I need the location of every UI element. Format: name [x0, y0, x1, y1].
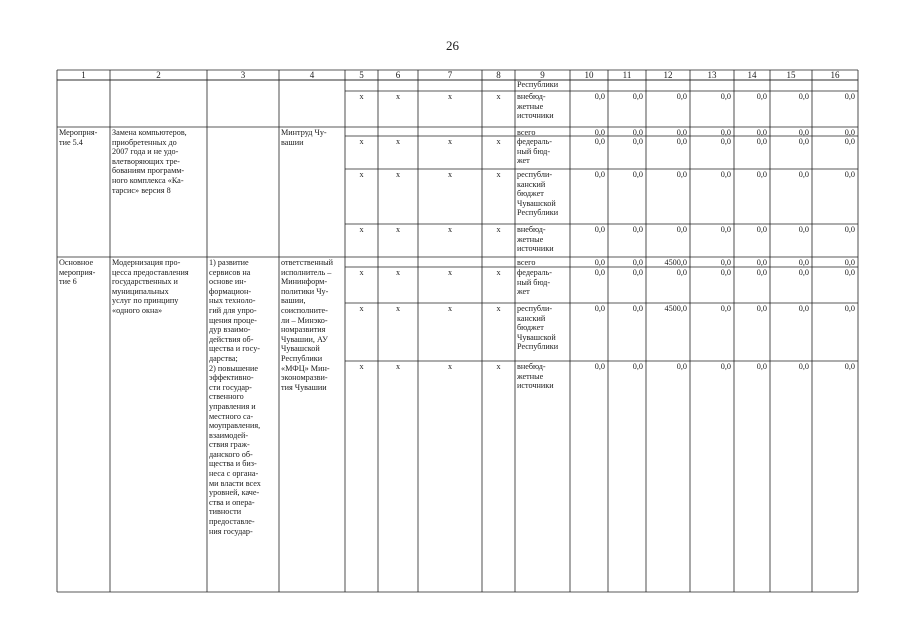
- header-col-16: 16: [830, 70, 840, 80]
- m54-row-1-x-col-5: x: [359, 137, 364, 146]
- m54-row-2-x-col-8: x: [496, 170, 501, 179]
- executor: ответственный исполнитель – Мининформ- политики Чу- вашии, соисполните- ли – Минэко- номразвития Чувашии, АУ Чувашской Республики «МФЦ» Мин- экономразви- тия Чувашии: [281, 258, 334, 392]
- m54-row-2-val-col-15: 0,0: [798, 170, 809, 179]
- source-label: республи- канский бюджет Чувашской Республики: [517, 304, 559, 352]
- source-label: республи- канский бюджет Чувашской Республики: [517, 170, 559, 218]
- m6-row-3-val-col-11: 0,0: [632, 362, 643, 371]
- m6-row-2-val-col-10: 0,0: [594, 304, 605, 313]
- m54-row-2-val-col-10: 0,0: [594, 170, 605, 179]
- activity-name: Модернизация про- цесса предоставления государственных и муниципальных услуг по принципу «одного окна»: [112, 258, 189, 315]
- header-col-15: 15: [786, 70, 796, 80]
- m6-row-2-x-col-8: x: [496, 304, 501, 313]
- m6-row-2-val-col-14: 0,0: [756, 304, 767, 313]
- header-col-3: 3: [240, 70, 246, 80]
- m54-row-3-val-col-12: 0,0: [676, 225, 687, 234]
- header-col-12: 12: [663, 70, 673, 80]
- header-col-13: 13: [707, 70, 717, 80]
- top-row-x-col-8: x: [496, 92, 501, 101]
- m6-row-0-val-col-12: 4500,0: [664, 258, 687, 267]
- top-row-x-col-5: x: [359, 92, 364, 101]
- header-col-8: 8: [496, 70, 501, 80]
- m6-row-1-val-col-11: 0,0: [632, 268, 643, 277]
- source-label: федераль- ный бюд- жет: [517, 268, 552, 297]
- header-col-9: 9: [540, 70, 545, 80]
- m6-row-3-x-col-5: x: [359, 362, 364, 371]
- source-label: внебюд- жетные источники: [517, 362, 554, 391]
- m6-row-2-val-col-16: 0,0: [844, 304, 855, 313]
- m6-row-0-val-col-11: 0,0: [632, 258, 643, 267]
- header-col-5: 5: [359, 70, 364, 80]
- m54-row-3-val-col-14: 0,0: [756, 225, 767, 234]
- m54-row-3-x-col-6: x: [395, 225, 401, 234]
- m54-row-1-val-col-13: 0,0: [720, 137, 731, 146]
- m54-row-2-x-col-7: x: [447, 170, 453, 179]
- m6-row-1-val-col-10: 0,0: [594, 268, 605, 277]
- header-col-7: 7: [447, 70, 453, 80]
- m54-row-1-val-col-16: 0,0: [844, 137, 855, 146]
- m54-row-2-val-col-13: 0,0: [720, 170, 731, 179]
- m6-row-3-x-col-6: x: [395, 362, 401, 371]
- m6-row-0-val-col-16: 0,0: [844, 258, 855, 267]
- activity-code: Меропрня- тие 5.4: [59, 128, 98, 147]
- m6-row-1-val-col-16: 0,0: [844, 268, 855, 277]
- page-number: 26: [446, 38, 459, 53]
- m54-row-0-val-col-10: 0,0: [594, 128, 605, 137]
- header-col-2: 2: [156, 70, 161, 80]
- m6-row-3-x-col-7: x: [447, 362, 453, 371]
- m6-row-0-val-col-14: 0,0: [756, 258, 767, 267]
- m54-row-3-val-col-11: 0,0: [632, 225, 643, 234]
- m54-row-3-x-col-5: x: [359, 225, 364, 234]
- m54-row-3-val-col-15: 0,0: [798, 225, 809, 234]
- m54-row-2-val-col-16: 0,0: [844, 170, 855, 179]
- top-row-x-col-7: x: [447, 92, 453, 101]
- source-label: федераль- ный бюд- жет: [517, 137, 552, 166]
- m54-row-1-val-col-14: 0,0: [756, 137, 767, 146]
- m54-row-0-val-col-15: 0,0: [798, 128, 809, 137]
- m6-row-0-val-col-13: 0,0: [720, 258, 731, 267]
- top-row-val-col-16: 0,0: [844, 92, 855, 101]
- source-label: всего: [517, 258, 536, 267]
- m54-row-0-val-col-14: 0,0: [756, 128, 767, 137]
- activity-code: Основное мероприя- тие 6: [59, 258, 96, 287]
- m54-row-0-val-col-12: 0,0: [676, 128, 687, 137]
- m54-row-2-x-col-6: x: [395, 170, 401, 179]
- targets: 1) развитие сервисов на основе ин- формацион- ных техноло- гий для упро- щения проце- дур взаимо- действия об- щества и госу- дарства; 2) повышение эффективно- сти государ- ственного управления и местного са- моуправления, взаимодей- ствия граж- данского об- щества и биз- неса с органа- ми власти всех уровней, каче- ства и опера- тивности предоставле- ния государ-: [209, 258, 261, 536]
- m6-row-1-val-col-14: 0,0: [756, 268, 767, 277]
- m6-row-1-x-col-8: x: [496, 268, 501, 277]
- m6-row-1-x-col-6: x: [395, 268, 401, 277]
- header-col-1: 1: [81, 70, 86, 80]
- m6-row-2-val-col-15: 0,0: [798, 304, 809, 313]
- top-row-x-col-6: x: [395, 92, 401, 101]
- activity-name: Замена компьютеров, приобретенных до 2007 года и не удо- влетворяющих тре- бованиям программ- ного комплекса «Ка- тарсис» версия 8: [112, 128, 187, 195]
- m54-row-2-val-col-14: 0,0: [756, 170, 767, 179]
- executor: Минтруд Чу- вашии: [281, 128, 327, 147]
- m6-row-3-x-col-8: x: [496, 362, 501, 371]
- m54-row-3-x-col-8: x: [496, 225, 501, 234]
- m54-row-1-val-col-15: 0,0: [798, 137, 809, 146]
- header-col-6: 6: [395, 70, 401, 80]
- m54-row-0-val-col-11: 0,0: [632, 128, 643, 137]
- m54-row-3-val-col-16: 0,0: [844, 225, 855, 234]
- m54-row-1-val-col-10: 0,0: [594, 137, 605, 146]
- top-row-val-col-10: 0,0: [594, 92, 605, 101]
- m6-row-3-val-col-13: 0,0: [720, 362, 731, 371]
- m6-row-2-val-col-13: 0,0: [720, 304, 731, 313]
- m6-row-1-x-col-7: x: [447, 268, 453, 277]
- top-row-val-col-15: 0,0: [798, 92, 809, 101]
- m54-row-0-val-col-13: 0,0: [720, 128, 731, 137]
- m54-row-3-val-col-10: 0,0: [594, 225, 605, 234]
- source-label: внебюд- жетные источники: [517, 225, 554, 254]
- m6-row-1-val-col-15: 0,0: [798, 268, 809, 277]
- m54-row-1-val-col-11: 0,0: [632, 137, 643, 146]
- m6-row-0-val-col-15: 0,0: [798, 258, 809, 267]
- m6-row-1-val-col-12: 0,0: [676, 268, 687, 277]
- m6-row-2-val-col-11: 0,0: [632, 304, 643, 313]
- header-col-4: 4: [309, 70, 315, 80]
- m54-row-2-x-col-5: x: [359, 170, 364, 179]
- m54-row-1-x-col-6: x: [395, 137, 401, 146]
- header-col-14: 14: [747, 70, 757, 80]
- m54-row-2-val-col-12: 0,0: [676, 170, 687, 179]
- m54-row-2-val-col-11: 0,0: [632, 170, 643, 179]
- top-row-val-col-12: 0,0: [676, 92, 687, 101]
- m6-row-2-val-col-12: 4500,0: [664, 304, 687, 313]
- m6-row-2-x-col-5: x: [359, 304, 364, 313]
- m6-row-2-x-col-6: x: [395, 304, 401, 313]
- source-label: всего: [517, 128, 536, 136]
- header-col-10: 10: [584, 70, 594, 80]
- m6-row-2-x-col-7: x: [447, 304, 453, 313]
- m6-row-3-val-col-15: 0,0: [798, 362, 809, 371]
- m6-row-3-val-col-16: 0,0: [844, 362, 855, 371]
- m54-row-3-x-col-7: x: [447, 225, 453, 234]
- m54-row-1-val-col-12: 0,0: [676, 137, 687, 146]
- header-col-11: 11: [622, 70, 632, 80]
- m54-row-3-val-col-13: 0,0: [720, 225, 731, 234]
- m6-row-1-val-col-13: 0,0: [720, 268, 731, 277]
- source-label: внебюд- жетные источники: [517, 92, 554, 121]
- top-row-val-col-11: 0,0: [632, 92, 643, 101]
- m54-row-1-x-col-7: x: [447, 137, 453, 146]
- source-label: Республики: [517, 80, 559, 89]
- top-row-val-col-14: 0,0: [756, 92, 767, 101]
- m6-row-0-val-col-10: 0,0: [594, 258, 605, 267]
- m54-row-0-val-col-16: 0,0: [844, 128, 855, 137]
- m6-row-3-val-col-10: 0,0: [594, 362, 605, 371]
- m6-row-1-x-col-5: x: [359, 268, 364, 277]
- m6-row-3-val-col-12: 0,0: [676, 362, 687, 371]
- m54-row-1-x-col-8: x: [496, 137, 501, 146]
- top-row-val-col-13: 0,0: [720, 92, 731, 101]
- m6-row-3-val-col-14: 0,0: [756, 362, 767, 371]
